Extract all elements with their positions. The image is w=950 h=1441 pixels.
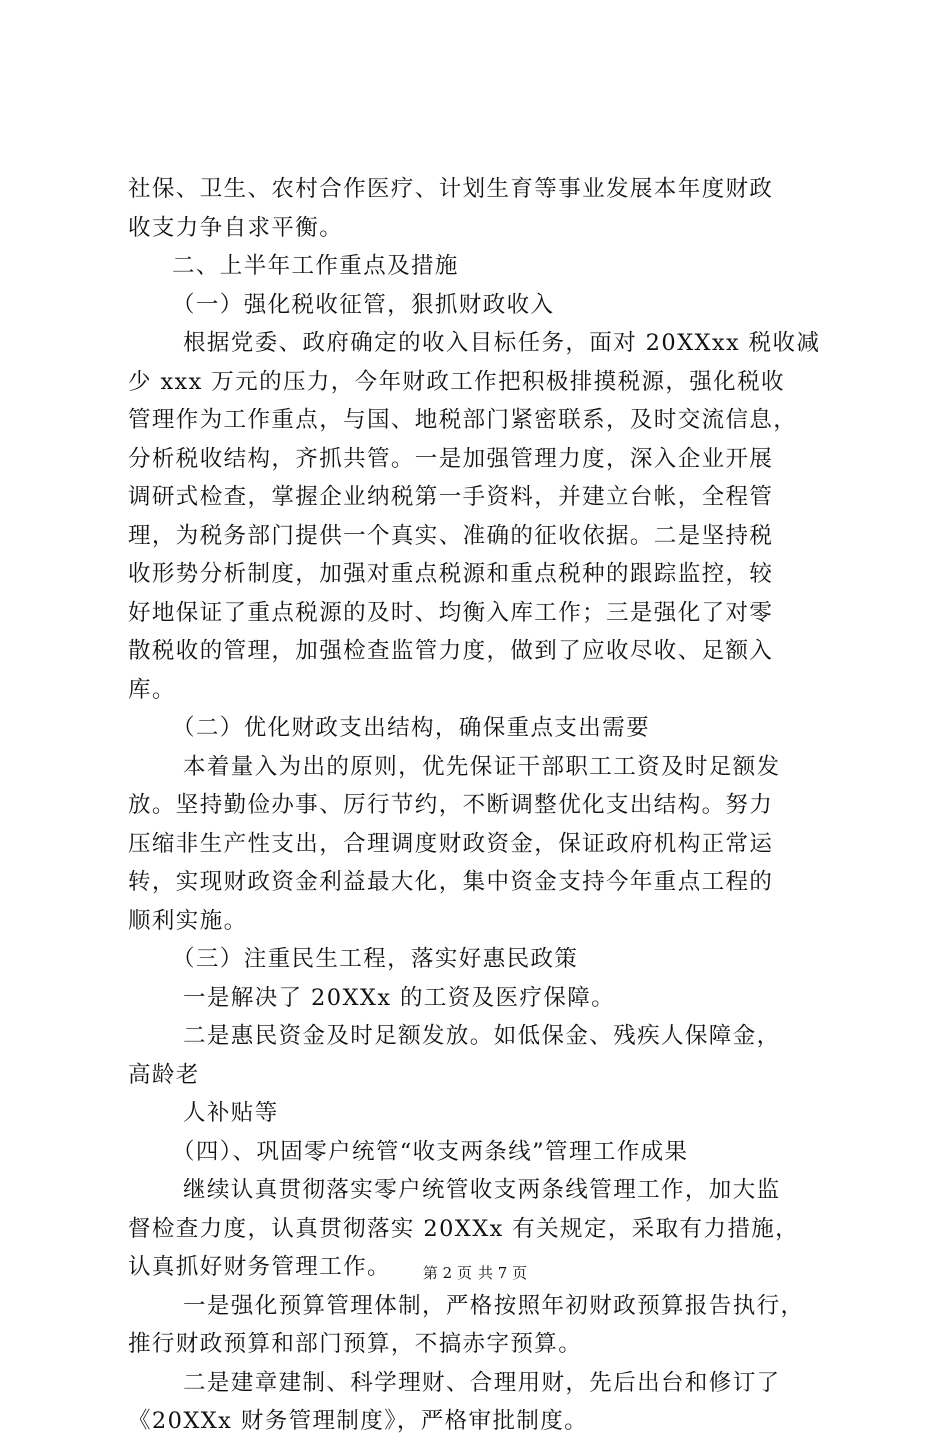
text-line: 顺利实施。 <box>128 907 248 934</box>
text-line: 一是解决了 20XXx 的工资及医疗保障。 <box>183 984 616 1011</box>
text-line: 库。 <box>128 676 176 703</box>
text-line: 少 xxx 万元的压力，今年财政工作把积极排摸税源，强化税收 <box>128 368 785 395</box>
text-line: 认真抓好财务管理工作。 <box>128 1254 391 1280</box>
page-footer <box>0 1262 950 1283</box>
section-heading: 二、上半年工作重点及措施 <box>172 253 459 279</box>
text-line: 放。坚持勤俭办事、厉行节约，不断调整优化支出结构。努力 <box>128 792 774 818</box>
text-line: 收形势分析制度，加强对重点税源和重点税种的跟踪监控，较 <box>128 561 774 587</box>
text-line: 推行财政预算和部门预算，不搞赤字预算。 <box>128 1331 583 1357</box>
text-line: 理，为税务部门提供一个真实、准确的征收依据。二是坚持税 <box>128 522 774 549</box>
text-line: 好地保证了重点税源的及时、均衡入库工作；三是强化了对零 <box>128 599 774 626</box>
text-line: 散税收的管理，加强检查监管力度，做到了应收尽收、足额入 <box>128 638 774 664</box>
subsection-heading: （二）优化财政支出结构，确保重点支出需要 <box>172 715 651 741</box>
text-line: 根据党委、政府确定的收入目标任务，面对 20XXxx 税收减 <box>183 330 821 356</box>
text-line: 二是惠民资金及时足额发放。如低保金、残疾人保障金， <box>183 1023 781 1049</box>
text-line: 管理作为工作重点，与国、地税部门紧密联系，及时交流信息， <box>128 407 798 433</box>
subsection-heading: （三）注重民生工程，落实好惠民政策 <box>172 946 579 972</box>
text-line: 转，实现财政资金利益最大化，集中资金支持今年重点工程的 <box>128 869 774 895</box>
text-line: 调研式检查，掌握企业纳税第一手资料，并建立台帐，全程管 <box>128 484 774 510</box>
text-line: 二是建章建制、科学理财、合理用财，先后出台和修订了 <box>183 1369 781 1396</box>
text-line: 《20XXx 财务管理制度》，严格审批制度。 <box>128 1408 589 1434</box>
text-line: 一是强化预算管理体制，严格按照年初财政预算报告执行， <box>183 1292 805 1319</box>
text-line: 高龄老 <box>128 1061 200 1088</box>
page-total: 共 7 页 <box>478 1264 528 1282</box>
text-line: 压缩非生产性支出，合理调度财政资金，保证政府机构正常运 <box>128 830 774 857</box>
text-line: 人补贴等 <box>183 1100 279 1126</box>
page-number: 第 2 页 <box>422 1264 472 1282</box>
text-line: 收支力争自求平衡。 <box>128 214 344 241</box>
subsection-heading: （一）强化税收征管，狠抓财政收入 <box>172 291 555 318</box>
document-body <box>128 170 828 1441</box>
text-line: 继续认真贯彻落实零户统管收支两条线管理工作，加大监 <box>183 1177 781 1203</box>
text-line: 本着量入为出的原则，优先保证干部职工工资及时足额发 <box>183 753 781 780</box>
text-line: 社保、卫生、农村合作医疗、计划生育等事业发展本年度财政 <box>128 176 774 202</box>
subsection-heading: （四）、巩固零户统管“收支两条线”管理工作成果 <box>172 1138 689 1165</box>
text-line: 督检查力度，认真贯彻落实 20XXx 有关规定，采取有力措施， <box>128 1215 800 1242</box>
text-line: 分析税收结构，齐抓共管。一是加强管理力度，深入企业开展 <box>128 445 774 472</box>
